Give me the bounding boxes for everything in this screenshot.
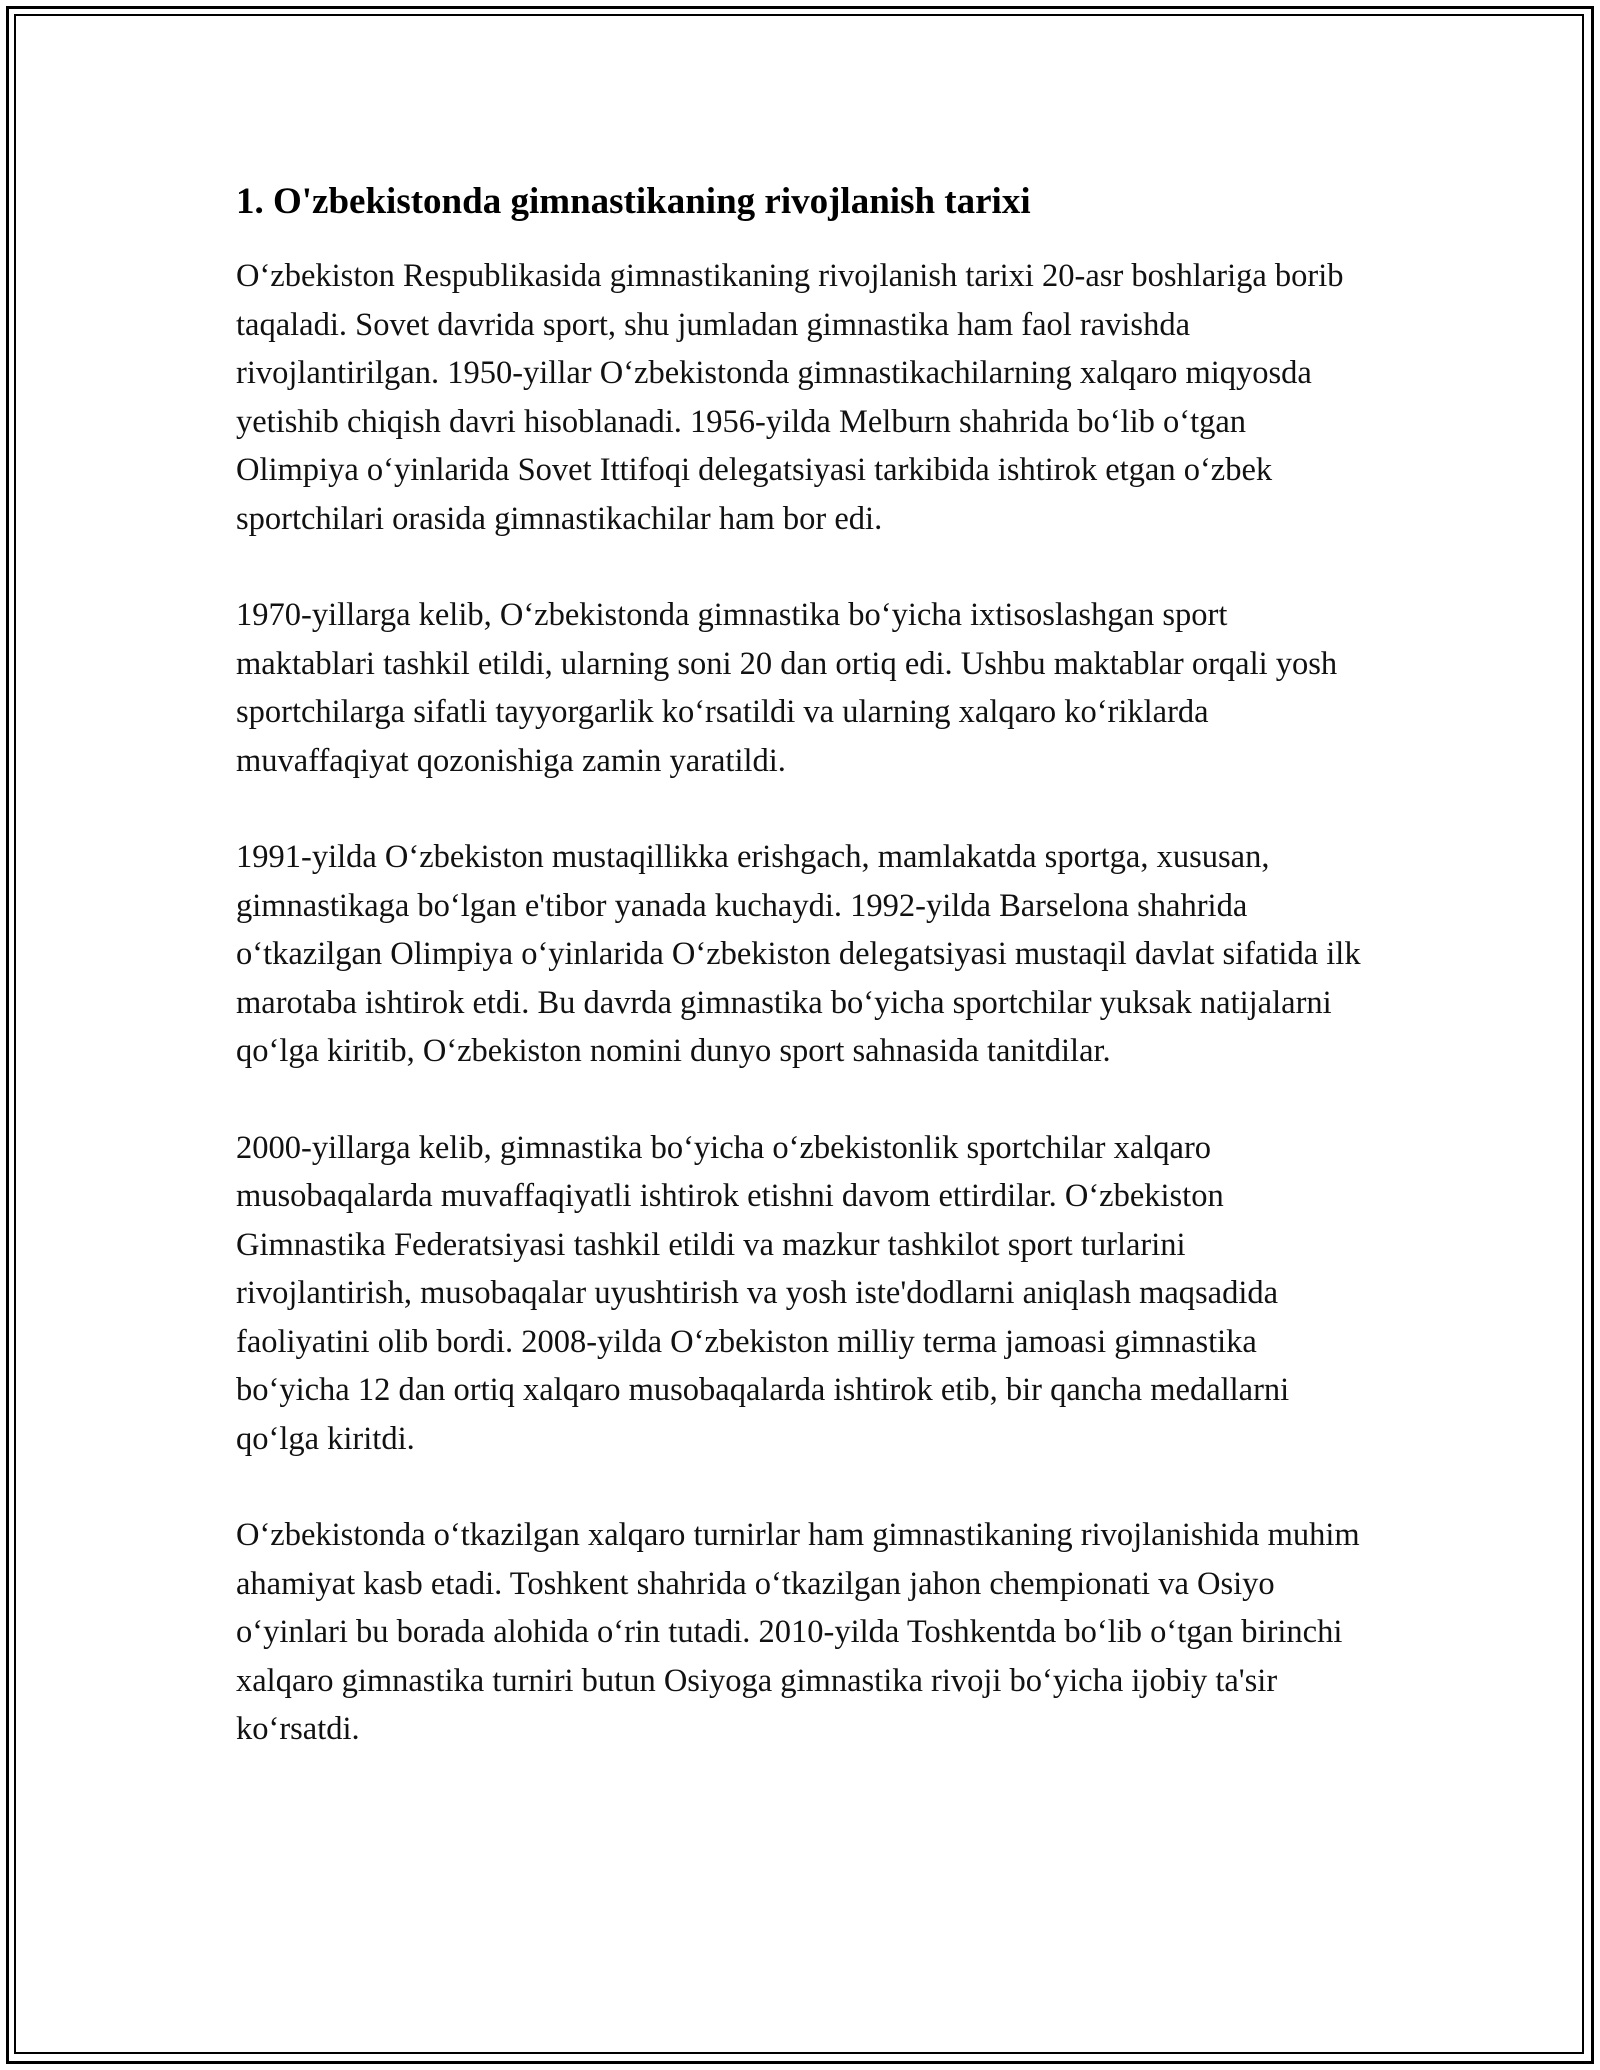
paragraph-early-history: O‘zbekiston Respublikasida gimnastikaning rivojlanish tarixi 20-asr boshlariga borib taqaladi. Sovet davrida sport, shu jumladan gimnastika ham faol ravishda rivojlantirilgan. 1950-yillar O‘zbekistonda gimnastikachilarning xalqaro miqyosda yetishib chiqish davri hisoblanadi. 1956-yilda Melburn shahrida bo‘lib o‘tgan Olimpiya o‘yinlarida Sovet Ittifoqi delegatsiyasi tarkibida ishtirok etgan o‘zbek sportchilari orasida gimnastikachilar ham bor edi. — [236, 258, 1344, 537]
document-body — [236, 180, 1366, 1802]
paragraph-independence: 1991-yilda O‘zbekiston mustaqillikka erishgach, mamlakatda sportga, xususan, gimnastikaga bo‘lgan e'tibor yanada kuchaydi. 1992-yilda Barselona shahrida o‘tkazilgan Olimpiya o‘yinlarida O‘zbekiston delegatsiyasi mustaqil davlat sifatida ilk marotaba ishtirok etdi. Bu davrda gimnastika bo‘yicha sportchilar yuksak natijalarni qo‘lga kiritib, O‘zbekiston nomini dunyo sport sahnasida tanitdilar. — [236, 839, 1361, 1070]
paragraph-sport-schools: 1970-yillarga kelib, O‘zbekistonda gimnastika bo‘yicha ixtisoslashgan sport maktablari tashkil etildi, ularning soni 20 dan ortiq edi. Ushbu maktablar orqali yosh sportchilarga sifatli tayyorgarlik ko‘rsatildi va ularning xalqaro ko‘riklarda muvaffaqiyat qozonishiga zamin yaratildi. — [236, 597, 1338, 779]
paragraph-international-tournaments: O‘zbekistonda o‘tkazilgan xalqaro turnirlar ham gimnastikaning rivojlanishida muhim ahamiyat kasb etadi. Toshkent shahrida o‘tkazilgan jahon chempionati va Osiyo o‘yinlari bu borada alohida o‘rin tutadi. 2010-yilda Toshkentda bo‘lib o‘tgan birinchi xalqaro gimnastika turniri butun Osiyoga gimnastika rivoji bo‘yicha ijobiy ta'sir ko‘rsatdi. — [236, 1517, 1360, 1748]
paragraph-federation: 2000-yillarga kelib, gimnastika bo‘yicha o‘zbekistonlik sportchilar xalqaro musobaqalarda muvaffaqiyatli ishtirok etishni davom ettirdilar. O‘zbekiston Gimnastika Federatsiyasi tashkil etildi va mazkur tashkilot sport turlarini rivojlantirish, musobaqalar uyushtirish va yosh iste'dodlarni aniqlash maqsadida faoliyatini olib bordi. 2008-yilda O‘zbekiston milliy terma jamoasi gimnastika bo‘yicha 12 dan ortiq xalqaro musobaqalarda ishtirok etib, bir qancha medallarni qo‘lga kiritdi. — [236, 1129, 1290, 1457]
page-title: 1. O'zbekistonda gimnastikaning rivojlanish tarixi — [236, 181, 1031, 222]
